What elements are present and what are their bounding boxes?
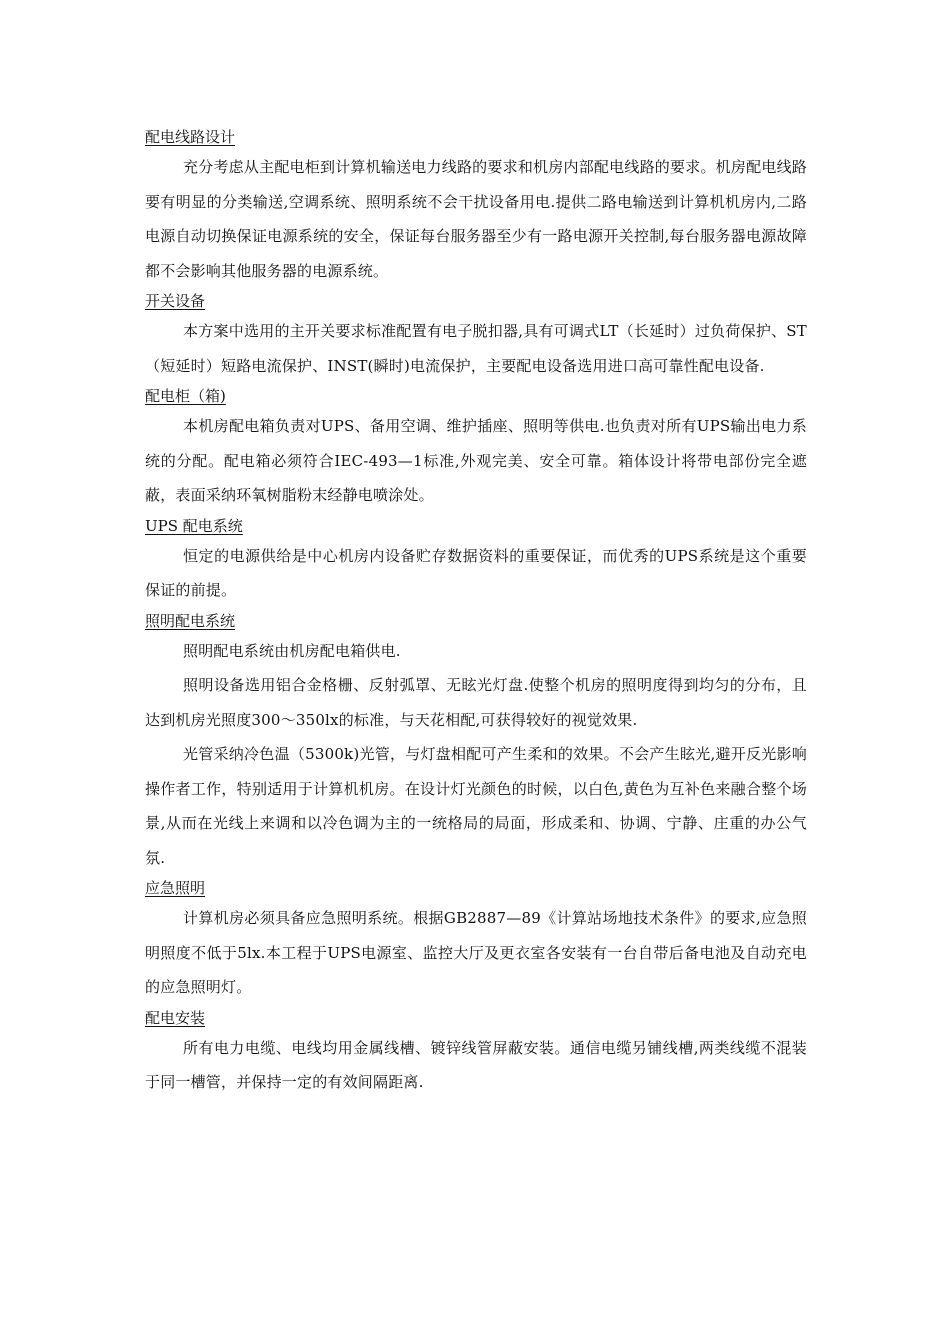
paragraph: 计算机房必须具备应急照明系统。根据GB2887—89《计算站场地技术条件》的要求,应急照明照度不低于5lx.本工程于UPS电源室、监控大厅及更衣室各安装有一台自带后备电池及自动充电的应急照明灯。: [145, 909, 807, 996]
section-heading: 配电柜（箱): [145, 387, 226, 405]
section-wiring-design: [145, 124, 807, 288]
section-heading: 应急照明: [145, 879, 206, 897]
section-heading: 开关设备: [145, 292, 206, 310]
section-lighting-system: [145, 608, 807, 876]
section-heading: 配电安装: [145, 1008, 206, 1027]
paragraph: 恒定的电源供给是中心机房内设备贮存数据资料的重要保证，而优秀的UPS系统是这个重要保证的前提。: [145, 546, 807, 599]
paragraph: 光管采纳冷色温（5300k)光管，与灯盘相配可产生柔和的效果。不会产生眩光,避开反光影响操作者工作，特别适用于计算机机房。在设计灯光颜色的时候，以白色,黄色为互补色来融合整个场景,从而在光线上来调和以冷色调为主的一统格局的局面，形成柔和、协调、宁静、庄重的办公气氛.: [145, 745, 807, 867]
section-emergency-lighting: [145, 875, 807, 1005]
section-installation: [145, 1005, 807, 1100]
paragraph: 照明设备选用铝合金格栅、反射弧罩、无眩光灯盘.使整个机房的照明度得到均匀的分布，且达到机房光照度300～350lx的标准，与天花相配,可获得较好的视觉效果.: [145, 676, 807, 729]
paragraph: 充分考虑从主配电柜到计算机输送电力线路的要求和机房内部配电线路的要求。机房配电线路要有明显的分类输送,空调系统、照明系统不会干扰设备用电.提供二路电输送到计算机机房内,二路电源自动切换保证电源系统的安全，保证每台服务器至少有一路电源开关控制,每台服务器电源故障都不会影响其他服务器的电源系统。: [145, 158, 807, 280]
paragraph: 所有电力电缆、电线均用金属线槽、镀锌线管屏蔽安装。通信电缆另铺线槽,两类线缆不混装于同一槽管，并保持一定的有效间隔距离.: [145, 1038, 807, 1091]
section-heading: 配电线路设计: [145, 128, 236, 146]
section-heading: 照明配电系统: [145, 611, 236, 630]
paragraph: 本方案中选用的主开关要求标准配置有电子脱扣器,具有可调式LT（长延时）过负荷保护、ST（短延时）短路电流保护、INST(瞬时)电流保护，主要配电设备选用进口高可靠性配电设备.: [145, 322, 807, 375]
paragraph: 照明配电系统由机房配电箱供电.: [183, 641, 401, 660]
section-distribution-cabinet: [145, 383, 807, 513]
section-heading: UPS 配电系统: [145, 516, 243, 535]
section-switch-equipment: [145, 288, 807, 383]
document-page: [145, 124, 807, 1100]
section-ups-system: [145, 513, 807, 608]
paragraph: 本机房配电箱负责对UPS、备用空调、维护插座、照明等供电.也负责对所有UPS输出电力系统的分配。配电箱必须符合IEC-493—1标准,外观完美、安全可靠。箱体设计将带电部份完全遮蔽，表面采纳环氧树脂粉末经静电喷涂处。: [145, 417, 807, 504]
